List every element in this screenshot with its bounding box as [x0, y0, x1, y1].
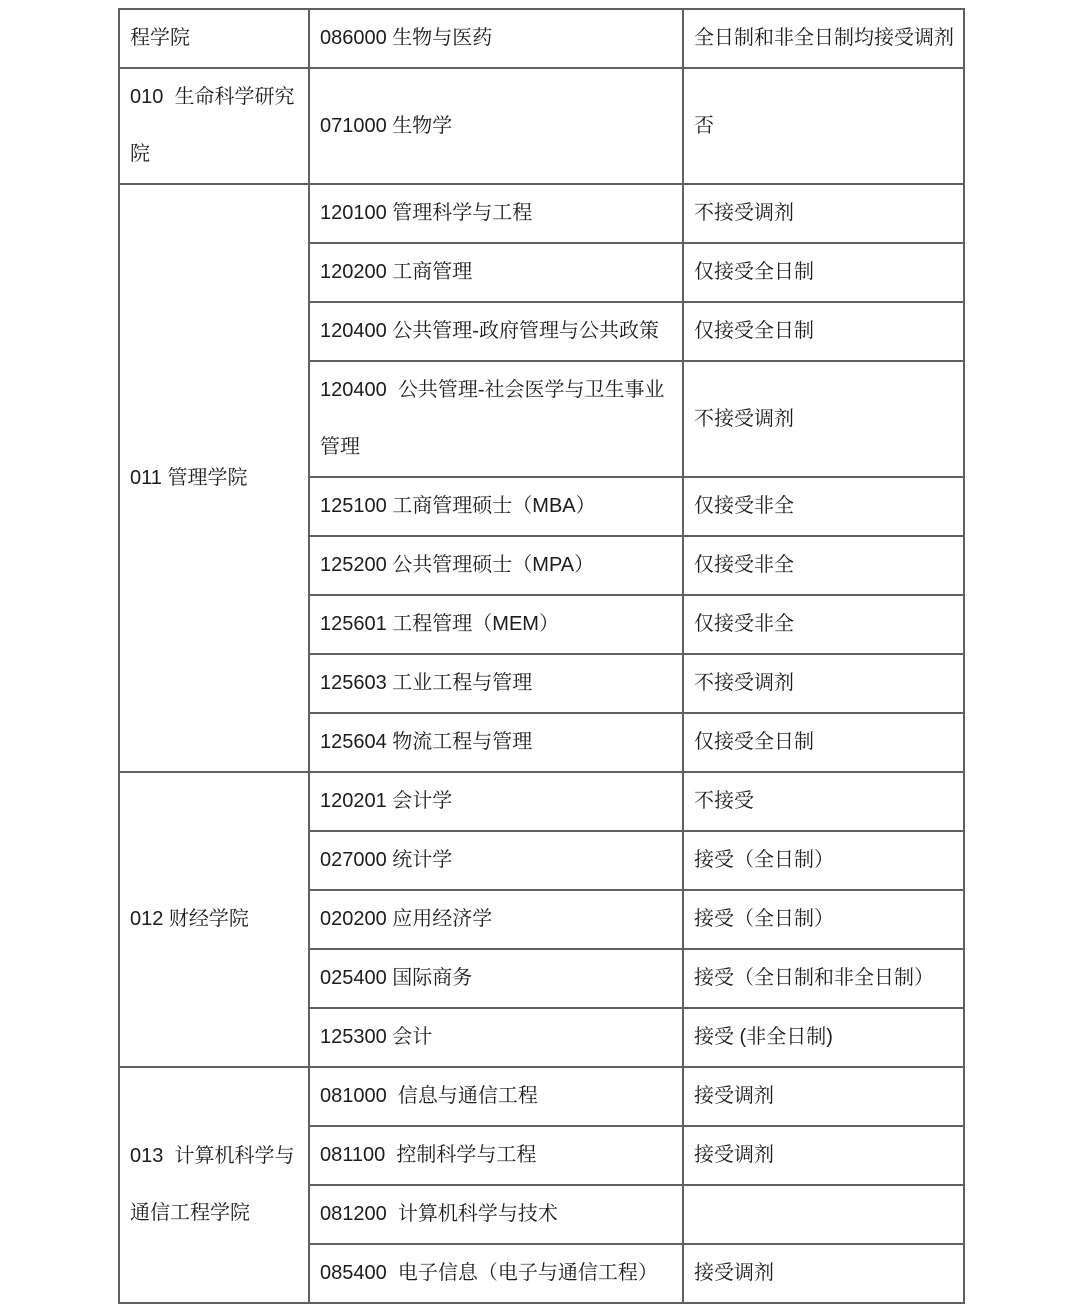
- college-cell: 011 管理学院: [119, 184, 309, 772]
- status-cell: 仅接受全日制: [683, 713, 964, 772]
- status-cell: 不接受调剂: [683, 654, 964, 713]
- status-cell: 不接受: [683, 772, 964, 831]
- table-row: [119, 9, 964, 68]
- major-cell: 120200 工商管理: [309, 243, 683, 302]
- college-cell: 013 计算机科学与通信工程学院: [119, 1067, 309, 1303]
- major-cell: 086000 生物与医药: [309, 9, 683, 68]
- major-cell: 125200 公共管理硕士（MPA）: [309, 536, 683, 595]
- status-cell: 仅接受非全: [683, 595, 964, 654]
- status-cell: 接受调剂: [683, 1067, 964, 1126]
- major-cell: 071000 生物学: [309, 68, 683, 184]
- status-cell: 否: [683, 68, 964, 184]
- table-row: [119, 772, 964, 831]
- major-cell: 125601 工程管理（MEM）: [309, 595, 683, 654]
- college-cell: 010 生命科学研究院: [119, 68, 309, 184]
- major-cell: 120100 管理科学与工程: [309, 184, 683, 243]
- status-cell: 接受（全日制和非全日制）: [683, 949, 964, 1008]
- status-cell: 不接受调剂: [683, 184, 964, 243]
- major-cell: 081000 信息与通信工程: [309, 1067, 683, 1126]
- college-cell: 012 财经学院: [119, 772, 309, 1067]
- status-cell: 不接受调剂: [683, 361, 964, 477]
- major-cell: 025400 国际商务: [309, 949, 683, 1008]
- table-row: [119, 1067, 964, 1126]
- major-cell: 081100 控制科学与工程: [309, 1126, 683, 1185]
- major-cell: 027000 统计学: [309, 831, 683, 890]
- adjustment-policy-table: [118, 8, 965, 1304]
- status-cell: 接受（全日制）: [683, 831, 964, 890]
- table-row: [119, 184, 964, 243]
- major-cell: 081200 计算机科学与技术: [309, 1185, 683, 1244]
- status-cell: 仅接受全日制: [683, 243, 964, 302]
- status-cell: 仅接受全日制: [683, 302, 964, 361]
- status-cell: 仅接受非全: [683, 536, 964, 595]
- major-cell: 120400 公共管理-社会医学与卫生事业管理: [309, 361, 683, 477]
- status-cell: 接受（全日制）: [683, 890, 964, 949]
- college-cell: 程学院: [119, 9, 309, 68]
- status-cell: 全日制和非全日制均接受调剂: [683, 9, 964, 68]
- major-cell: 120201 会计学: [309, 772, 683, 831]
- status-cell: 仅接受非全: [683, 477, 964, 536]
- major-cell: 125603 工业工程与管理: [309, 654, 683, 713]
- status-cell: [683, 1185, 964, 1244]
- major-cell: 125300 会计: [309, 1008, 683, 1067]
- status-cell: 接受调剂: [683, 1244, 964, 1303]
- major-cell: 125100 工商管理硕士（MBA）: [309, 477, 683, 536]
- major-cell: 085400 电子信息（电子与通信工程）: [309, 1244, 683, 1303]
- status-cell: 接受 (非全日制): [683, 1008, 964, 1067]
- table-row: [119, 68, 964, 184]
- major-cell: 120400 公共管理-政府管理与公共政策: [309, 302, 683, 361]
- major-cell: 125604 物流工程与管理: [309, 713, 683, 772]
- major-cell: 020200 应用经济学: [309, 890, 683, 949]
- status-cell: 接受调剂: [683, 1126, 964, 1185]
